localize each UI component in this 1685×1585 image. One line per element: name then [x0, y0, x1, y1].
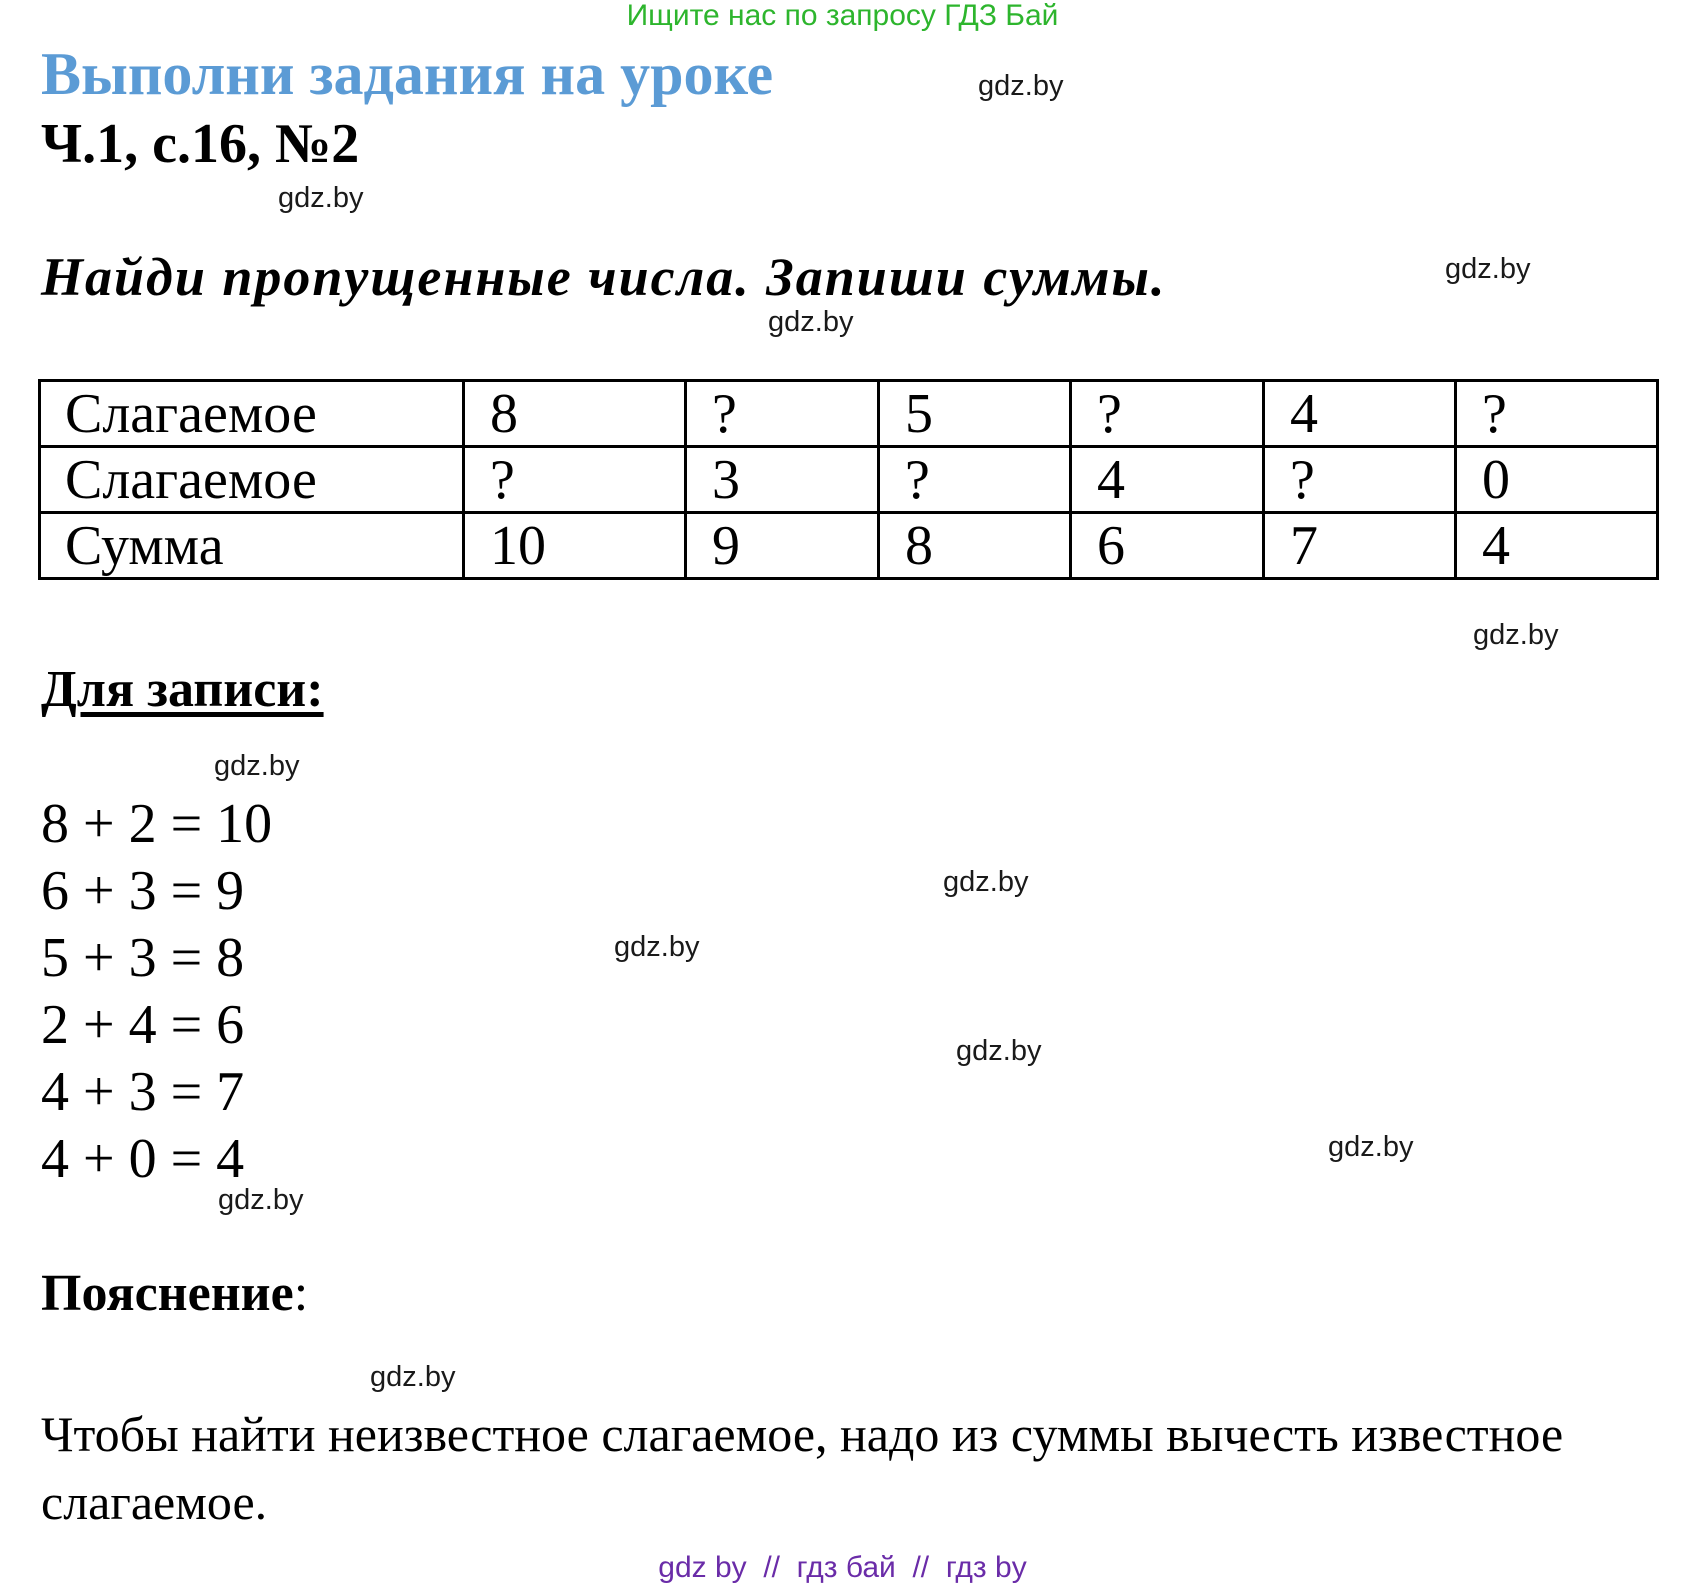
watermark: gdz.by — [956, 1035, 1042, 1067]
watermark: gdz.by — [614, 931, 700, 963]
watermark: gdz.by — [768, 306, 854, 338]
table-cell: 0 — [1456, 447, 1658, 513]
table-cell: ? — [1456, 381, 1658, 447]
equation: 6 + 3 = 9 — [41, 860, 245, 922]
table-cell: 5 — [879, 381, 1071, 447]
table-row — [40, 513, 1658, 579]
table-cell: 10 — [464, 513, 686, 579]
watermark: gdz.by — [1328, 1131, 1414, 1163]
table-cell: 3 — [686, 447, 879, 513]
equation: 5 + 3 = 8 — [41, 927, 245, 989]
addition-table — [38, 379, 1659, 580]
watermark: gdz.by — [943, 866, 1029, 898]
watermark: gdz.by — [1445, 253, 1531, 285]
table-row — [40, 447, 1658, 513]
table-cell: ? — [1264, 447, 1456, 513]
watermark: gdz.by — [214, 750, 300, 782]
row-label: Сумма — [40, 513, 464, 579]
watermark: gdz.by — [978, 70, 1064, 102]
row-label: Слагаемое — [40, 447, 464, 513]
table-cell: ? — [879, 447, 1071, 513]
table-cell: 4 — [1264, 381, 1456, 447]
exercise-reference: Ч.1, с.16, №2 — [41, 113, 360, 175]
table-cell: 9 — [686, 513, 879, 579]
search-banner: Ищите нас по запросу ГДЗ Бай — [626, 0, 1059, 32]
table-row — [40, 381, 1658, 447]
equation: 2 + 4 = 6 — [41, 994, 245, 1056]
table-cell: 6 — [1071, 513, 1264, 579]
watermark: gdz.by — [1473, 619, 1559, 651]
equation: 4 + 0 = 4 — [41, 1128, 245, 1190]
table-cell: ? — [464, 447, 686, 513]
explanation-text: Чтобы найти неизвестное слагаемое, надо из суммы вычесть известное слагаемое. — [41, 1406, 1564, 1530]
table-cell: 8 — [879, 513, 1071, 579]
table-cell: 4 — [1071, 447, 1264, 513]
footer-links: gdz by // гдз бай // гдз by — [658, 1551, 1027, 1584]
table-cell: ? — [1071, 381, 1264, 447]
row-label: Слагаемое — [40, 381, 464, 447]
page-title: Выполни задания на уроке — [41, 41, 774, 107]
answer-heading: Для записи: — [41, 661, 324, 718]
equation: 8 + 2 = 10 — [41, 793, 273, 855]
table-cell: 7 — [1264, 513, 1456, 579]
task-statement: Найди пропущенные числа. Запиши суммы. — [41, 247, 1167, 307]
explanation-heading — [41, 1262, 308, 1326]
watermark: gdz.by — [218, 1184, 304, 1216]
watermark: gdz.by — [278, 182, 364, 214]
equation: 4 + 3 = 7 — [41, 1061, 245, 1123]
table-cell: 4 — [1456, 513, 1658, 579]
table-cell: ? — [686, 381, 879, 447]
watermark: gdz.by — [370, 1361, 456, 1393]
explanation-heading-colon: : — [293, 1265, 309, 1322]
table-cell: 8 — [464, 381, 686, 447]
explanation-heading-text: Пояснение — [41, 1265, 294, 1322]
